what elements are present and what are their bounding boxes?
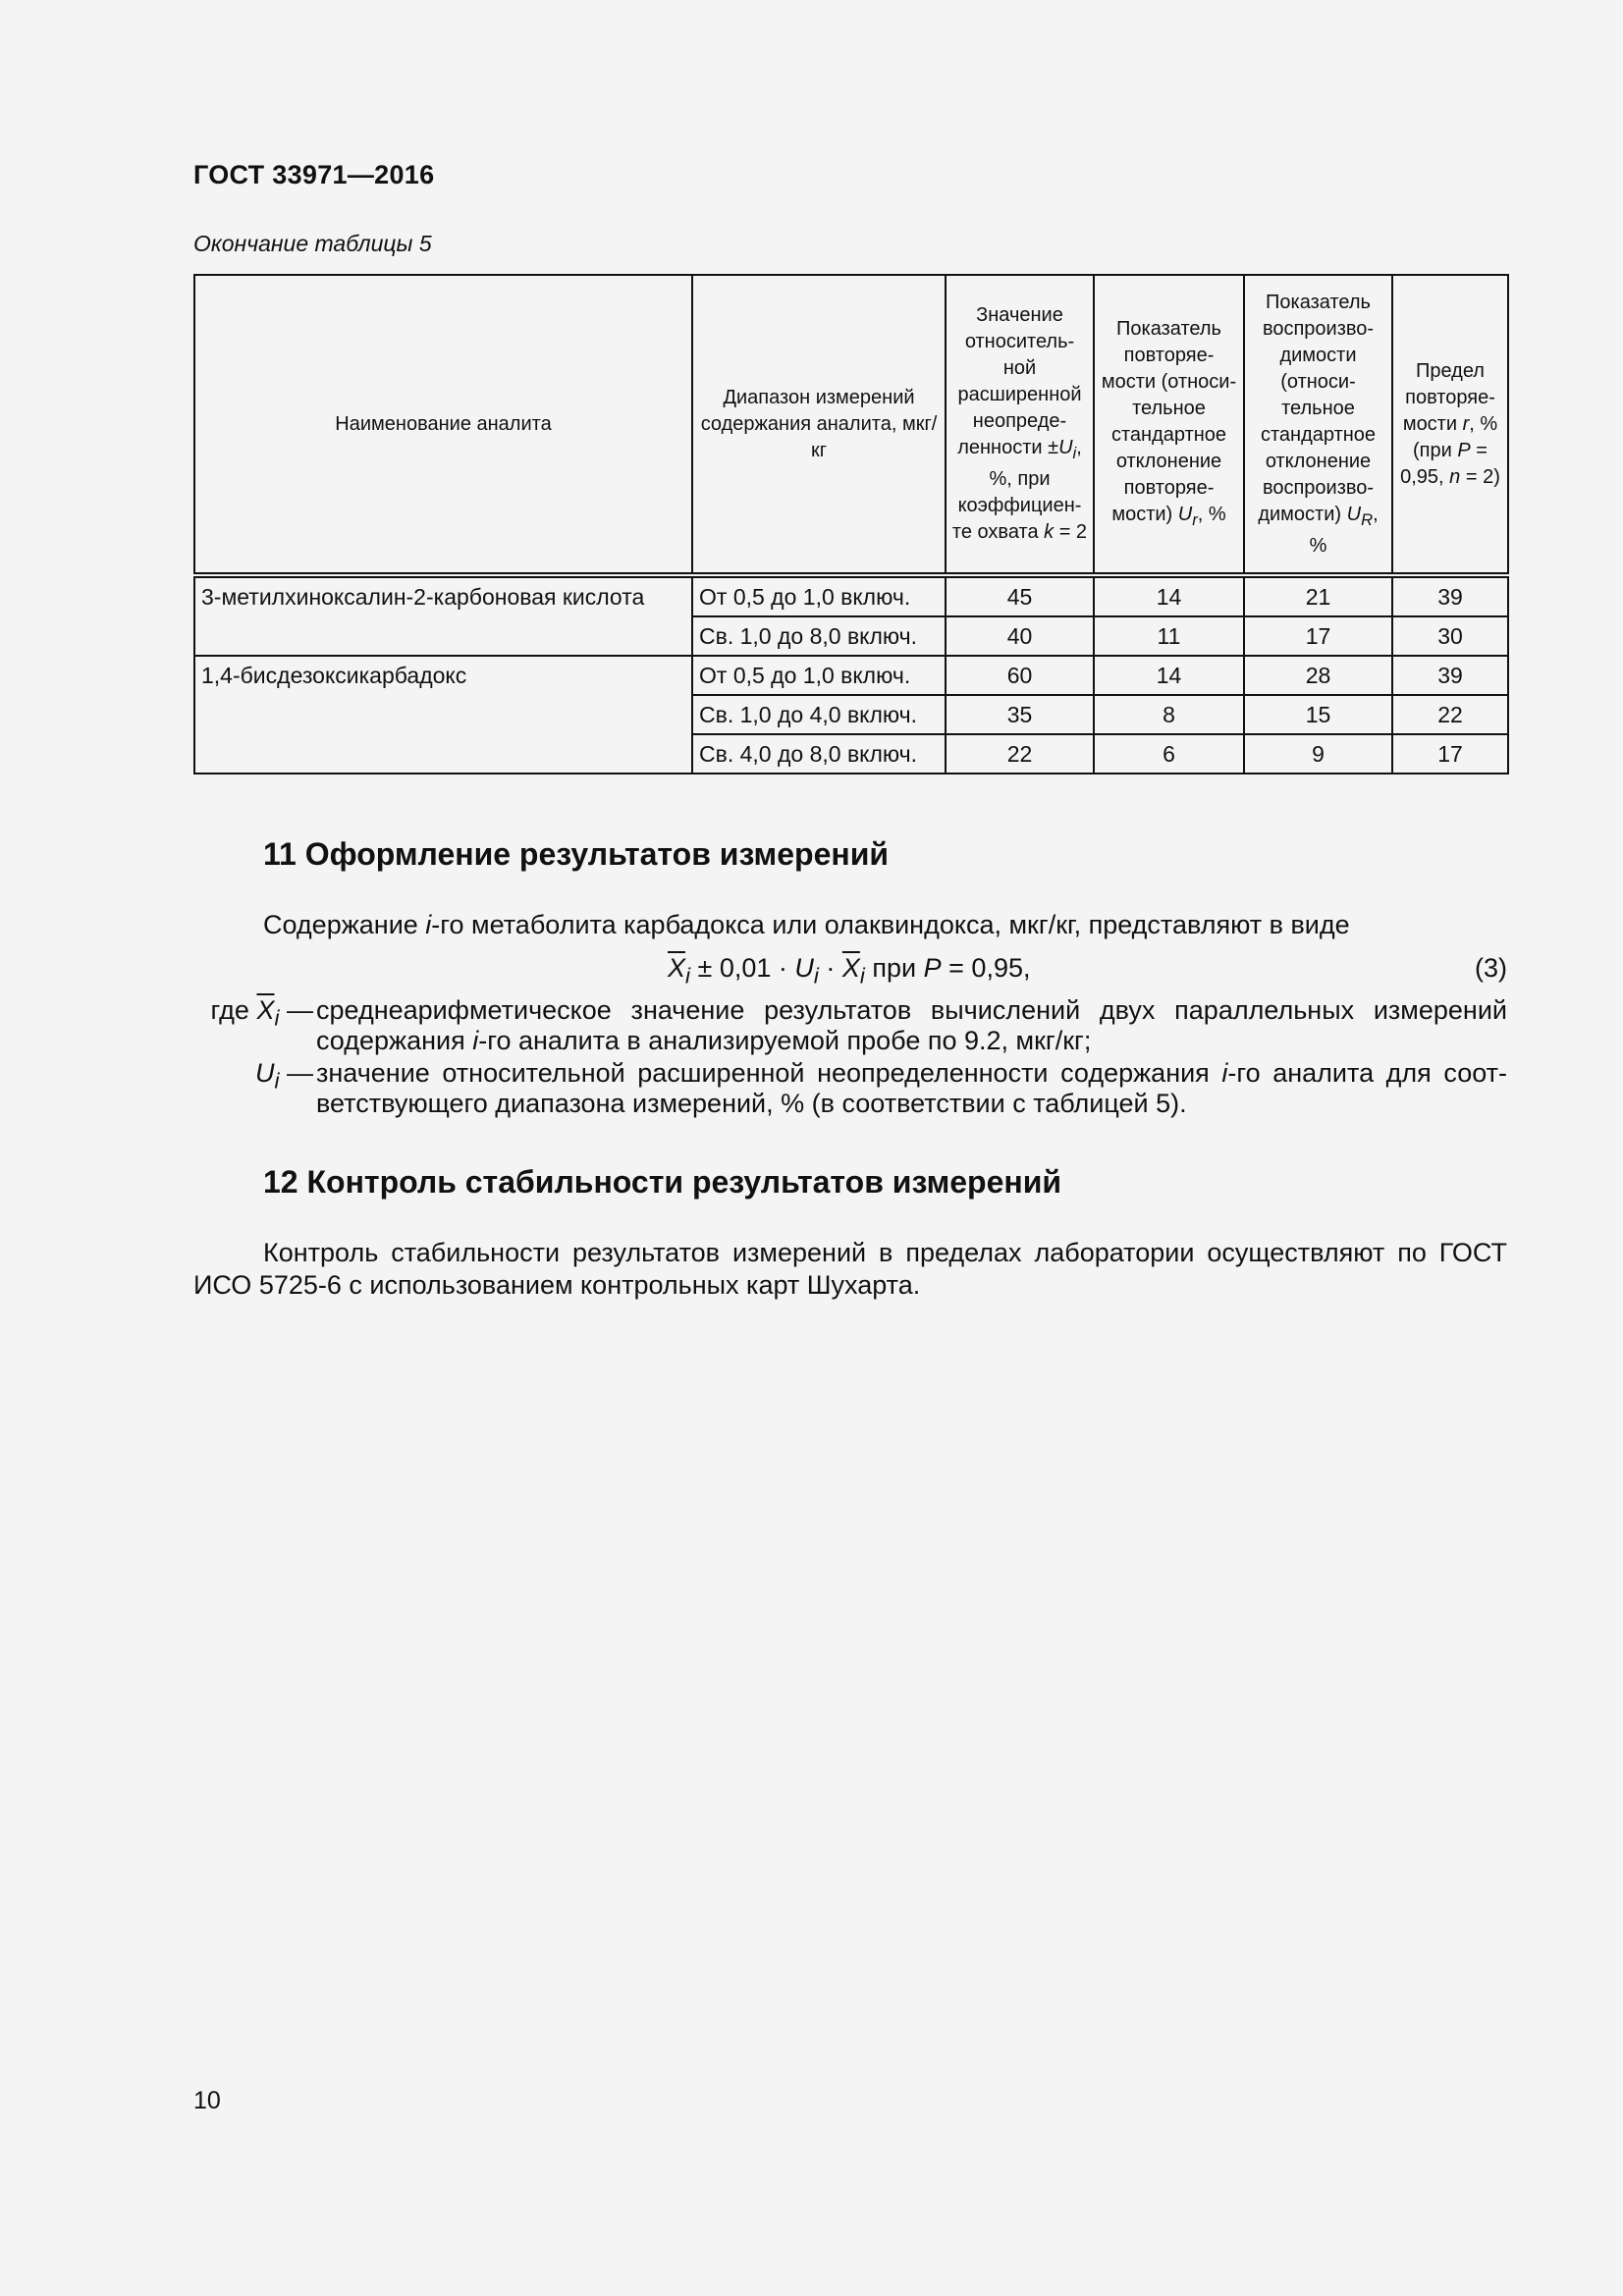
formula-definitions <box>193 995 1507 1121</box>
header-repeatability-limit: Предел повторяе-мости r, % (при P = 0,95, n = 2) <box>1392 275 1508 575</box>
formula-number: (3) <box>1475 953 1507 983</box>
repeatability-cell: 14 <box>1094 656 1244 695</box>
reproducibility-cell: 28 <box>1244 656 1392 695</box>
reproducibility-cell: 17 <box>1244 616 1392 656</box>
range-cell: От 0,5 до 1,0 включ. <box>692 656 946 695</box>
header-uncertainty: Значение относитель-ной расширенной неопреде-ленности $\pm U_i$, %, при коэффициен-те охвата k = 2 <box>946 275 1094 575</box>
limit-cell: 22 <box>1392 695 1508 734</box>
section-11-intro: Содержание i-го метаболита карбадокса или олаквиндокса, мкг/кг, представляют в виде <box>263 910 1350 939</box>
limit-cell: 39 <box>1392 575 1508 616</box>
definition-x-mean: где $\overline{X}_i$ — среднеарифметическое значение результатов вычислений двух параллельных измерений содержания i-го аналита в анализируемой пробе по 9.2, мкг/кг; <box>193 995 1507 1056</box>
uncertainty-cell: 40 <box>946 616 1094 656</box>
page-number: 10 <box>193 2087 221 2114</box>
table-row <box>194 656 1508 695</box>
table-caption: Окончание таблицы 5 <box>193 231 432 256</box>
analyte-name: 3-метилхиноксалин-2-карбоновая кислота <box>194 575 692 656</box>
uncertainty-cell: 22 <box>946 734 1094 774</box>
header-analyte: Наименование аналита <box>194 275 692 575</box>
section-11-title: 11 Оформление результатов измерений <box>263 836 890 872</box>
results-table <box>193 274 1509 774</box>
range-cell: Св. 1,0 до 4,0 включ. <box>692 695 946 734</box>
reproducibility-cell: 15 <box>1244 695 1392 734</box>
range-cell: Св. 1,0 до 8,0 включ. <box>692 616 946 656</box>
uncertainty-cell: 60 <box>946 656 1094 695</box>
range-cell: От 0,5 до 1,0 включ. <box>692 575 946 616</box>
analyte-name: 1,4-бисдезоксикарбадокс <box>194 656 692 774</box>
section-12-text: Контроль стабильности результатов измерений в пределах лаборатории осуществляют по ГОСТ ИСО 5725-6 с использованием контрольных карт Шухарта. <box>193 1238 1507 1300</box>
limit-cell: 17 <box>1392 734 1508 774</box>
limit-cell: 39 <box>1392 656 1508 695</box>
header-reproducibility: Показатель воспроизво-димости (относи-тельное стандартное отклонение воспроизво-димости) $U_R$, % <box>1244 275 1392 575</box>
repeatability-cell: 6 <box>1094 734 1244 774</box>
table-row <box>194 575 1508 616</box>
range-cell: Св. 4,0 до 8,0 включ. <box>692 734 946 774</box>
formula-expression: $\overline{X}_i \pm 0,01 \cdot U_i \cdot \overline{X}_i$ при P = 0,95, <box>668 953 1031 988</box>
definition-term: где $\overline{X}_i$ — <box>210 995 313 1031</box>
uncertainty-cell: 35 <box>946 695 1094 734</box>
limit-cell: 30 <box>1392 616 1508 656</box>
definition-term: $U_i$ — <box>254 1058 313 1094</box>
header-repeatability: Показатель повторяе-мости (относи-тельное стандартное отклонение повторяе-мости) $U_r$, % <box>1094 275 1244 575</box>
header-range: Диапазон измерений содержания аналита, мкг/кг <box>692 275 946 575</box>
repeatability-cell: 11 <box>1094 616 1244 656</box>
document-code: ГОСТ 33971—2016 <box>193 160 435 189</box>
uncertainty-cell: 45 <box>946 575 1094 616</box>
repeatability-cell: 8 <box>1094 695 1244 734</box>
reproducibility-cell: 9 <box>1244 734 1392 774</box>
reproducibility-cell: 21 <box>1244 575 1392 616</box>
table-header-row <box>194 275 1508 575</box>
definition-u-i: $U_i$ — значение относительной расширенной неопределенности содержания i-го аналита для соот-ветствующего диапазона измерений, % (в соответствии с таблицей 5). <box>193 1058 1507 1119</box>
section-12-title: 12 Контроль стабильности результатов измерений <box>263 1164 1062 1200</box>
repeatability-cell: 14 <box>1094 575 1244 616</box>
